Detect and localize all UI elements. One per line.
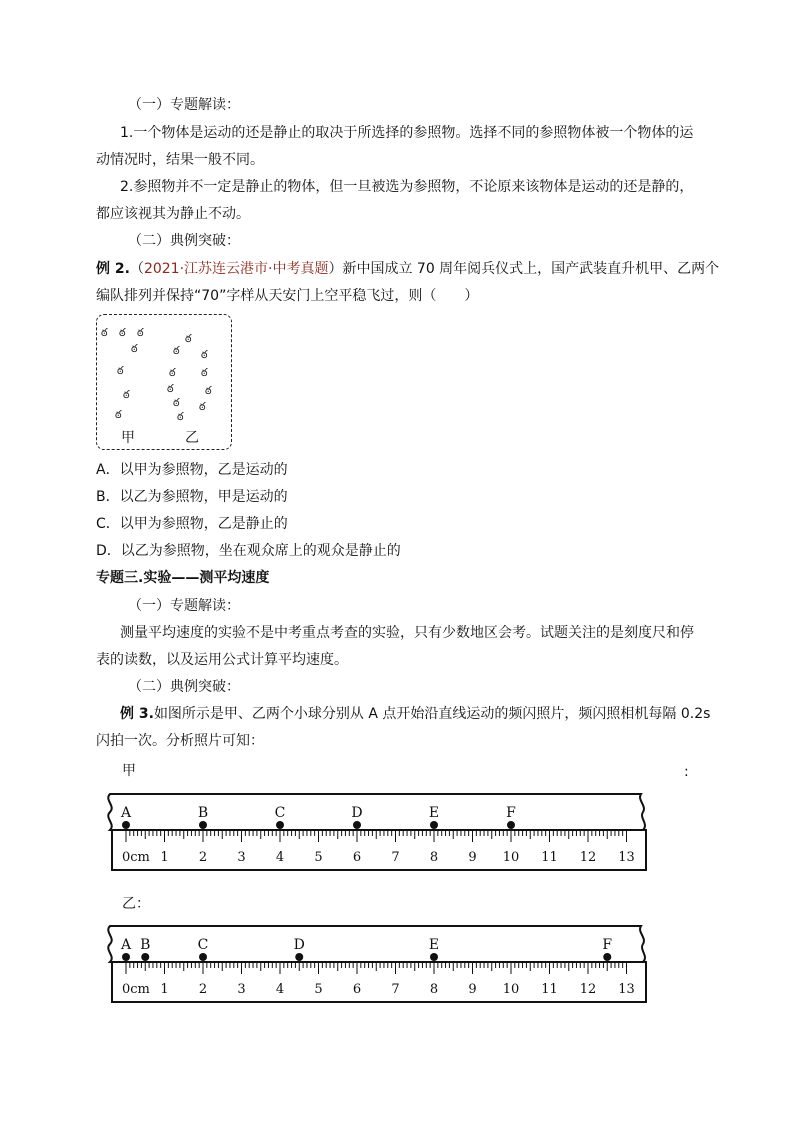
helicopter-icon: ఠ xyxy=(173,344,180,357)
helicopter-icon: ఠ xyxy=(123,388,130,401)
ruler-yi-figure xyxy=(96,920,656,1010)
helicopter-icon: ఠ xyxy=(201,366,208,379)
ruler-yi-point-label-a: A xyxy=(120,937,132,953)
ruler-yi-tick-label: 5 xyxy=(314,982,323,997)
point2-line2: 都应该视其为静止不动。 xyxy=(96,206,250,222)
figure-label-yi: 乙 xyxy=(185,430,199,446)
ruler-yi-point-label-f: F xyxy=(602,937,613,953)
ruler-yi-point-label-b: B xyxy=(140,937,151,953)
ruler-jia-point-label-e: E xyxy=(428,805,440,821)
ruler-yi-label: 乙： xyxy=(122,896,150,912)
ruler-jia-label: 甲 xyxy=(122,763,136,779)
helicopter-icon: ఠ xyxy=(173,396,180,409)
ruler-jia-tick-label: 11 xyxy=(541,850,558,865)
ruler-jia-tick-label: 10 xyxy=(502,850,520,865)
ruler-yi-tick-label: 4 xyxy=(275,982,285,997)
ruler-yi-tick-label: 1 xyxy=(160,982,169,997)
ruler-yi-tick-label: 3 xyxy=(237,982,246,997)
example2-source: 2021·江苏连云港市·中考真题 xyxy=(143,261,329,277)
example3-stem-line2: 闪拍一次。分析照片可知： xyxy=(96,733,264,749)
point2-line1: 2.参照物并不一定是静止的物体，但一旦被选为参照物，不论原来该物体是运动的还是静的， xyxy=(120,179,694,195)
helicopter-icon: ఠ xyxy=(185,332,192,345)
topic3-title: 专题三.实验——测平均速度 xyxy=(96,570,270,586)
ruler-yi-tick-label: 10 xyxy=(502,982,520,997)
ruler-jia-point-e xyxy=(430,821,438,829)
helicopter-icon: ఠ xyxy=(205,384,212,397)
ruler-yi-tick-label: 6 xyxy=(352,982,362,997)
ruler-yi-point-label-c: C xyxy=(197,937,209,953)
ruler-yi-tick-label: 8 xyxy=(429,982,439,997)
ruler-yi-point-label-e: E xyxy=(428,937,440,953)
helicopter-icon: ఠ xyxy=(119,326,126,339)
example2-stem-line1: 新中国成立 70 周年阅兵仪式上，国产武装直升机甲、乙两个 xyxy=(342,261,720,277)
ruler-jia-tick-label: 12 xyxy=(579,850,597,865)
ruler-jia-point-label-d: D xyxy=(351,805,363,821)
helicopter-icon: ఠ xyxy=(137,326,144,339)
ruler-yi-point-a xyxy=(122,953,130,961)
ruler-jia-point-label-f: F xyxy=(506,805,516,821)
ruler-jia-tick-label: 1 xyxy=(160,850,169,865)
ruler-yi-point-c xyxy=(199,953,207,961)
helicopter-icon: ఠ xyxy=(177,410,184,423)
ruler-jia-tick-label: 4 xyxy=(275,850,285,865)
ruler-jia-point-b xyxy=(199,821,207,829)
ruler-yi-tick-label: 13 xyxy=(618,982,635,997)
ruler-yi-tick-label: 9 xyxy=(468,982,477,997)
point1-line1: 1.一个物体是运动的还是静止的取决于所选择的参照物。选择不同的参照物体被一个物体的运 xyxy=(120,125,694,141)
topic3-heading-interpretation: （一）专题解读： xyxy=(128,598,240,614)
option-a: A．以甲为参照物，乙是运动的 xyxy=(96,462,288,478)
helicopter-icon: ఠ xyxy=(201,348,208,361)
ruler-jia-tick-label: 3 xyxy=(237,850,246,865)
ruler-yi-tick-label: 7 xyxy=(391,982,400,997)
ruler-jia-tick-label: 5 xyxy=(314,850,323,865)
point1-line2: 动情况时，结果一般不同。 xyxy=(96,152,264,168)
section-heading-interpretation: （一）专题解读： xyxy=(128,97,240,113)
example2-stem-line2: 编队排列并保持“70”字样从天安门上空平稳飞过，则（ ） xyxy=(96,288,479,304)
topic3-text-line2: 表的读数，以及运用公式计算平均速度。 xyxy=(96,652,348,668)
ruler-jia-tick-label: 8 xyxy=(429,850,439,865)
option-c: C．以甲为参照物，乙是静止的 xyxy=(96,516,288,532)
example2-source-close: ） xyxy=(328,261,343,277)
example3-line1 xyxy=(120,704,710,724)
ruler-yi-tick-label: 11 xyxy=(541,982,558,997)
ruler-jia-figure xyxy=(96,788,656,878)
ruler-yi-point-d xyxy=(295,953,303,961)
example3-label: 例 3. xyxy=(120,706,154,722)
ruler-jia-tick-label: 7 xyxy=(391,850,400,865)
helicopter-icon: ఠ xyxy=(117,364,124,377)
section-heading-examples: （二）典例突破： xyxy=(128,233,240,249)
ruler-jia-tick-label: 6 xyxy=(352,850,362,865)
example2-line1 xyxy=(96,259,719,279)
option-b: B．以乙为参照物，甲是运动的 xyxy=(96,489,288,505)
ruler-jia-point-label-a: A xyxy=(120,805,132,821)
ruler-jia-tick-label: 13 xyxy=(618,850,635,865)
ruler-jia-tick-label: 9 xyxy=(468,850,477,865)
ruler-yi-point-label-d: D xyxy=(293,937,305,953)
example2-source-open: （ xyxy=(129,261,144,277)
ruler-jia-point-f xyxy=(507,821,515,829)
helicopter-icon: ఠ xyxy=(115,408,122,421)
helicopter-icon: ఠ xyxy=(131,342,138,355)
ruler-jia-trailing-mark: : xyxy=(684,764,689,780)
ruler-jia-point-a xyxy=(122,821,130,829)
ruler-jia-point-label-c: C xyxy=(274,805,286,821)
ruler-yi-point-f xyxy=(603,953,611,961)
example2-label: 例 2. xyxy=(96,261,130,277)
helicopter-formation-figure xyxy=(96,314,232,450)
ruler-yi-point-e xyxy=(430,953,438,961)
ruler-yi-tick-label: 2 xyxy=(198,982,208,997)
ruler-jia-unit-label: 0cm xyxy=(122,850,150,865)
ruler-yi-tick-label: 12 xyxy=(579,982,597,997)
topic3-heading-examples: （二）典例突破： xyxy=(128,679,240,695)
example3-stem-line1: 如图所示是甲、乙两个小球分别从 A 点开始沿直线运动的频闪照片，频闪照相机每隔 0.2s xyxy=(153,706,711,722)
helicopter-icon: ఠ xyxy=(169,366,176,379)
helicopter-icon: ఠ xyxy=(167,382,174,395)
figure-label-jia: 甲 xyxy=(121,430,135,446)
helicopter-icon: ఠ xyxy=(101,326,108,339)
ruler-jia-tick-label: 2 xyxy=(198,850,208,865)
ruler-yi-unit-label: 0cm xyxy=(122,982,150,997)
ruler-yi-point-b xyxy=(141,953,149,961)
ruler-jia-point-c xyxy=(276,821,284,829)
option-d: D．以乙为参照物，坐在观众席上的观众是静止的 xyxy=(96,543,401,559)
topic3-text-line1: 测量平均速度的实验不是中考重点考查的实验，只有少数地区会考。试题关注的是刻度尺和停 xyxy=(120,625,694,641)
ruler-jia-point-d xyxy=(353,821,361,829)
helicopter-icon: ఠ xyxy=(199,400,206,413)
ruler-jia-point-label-b: B xyxy=(197,805,209,821)
